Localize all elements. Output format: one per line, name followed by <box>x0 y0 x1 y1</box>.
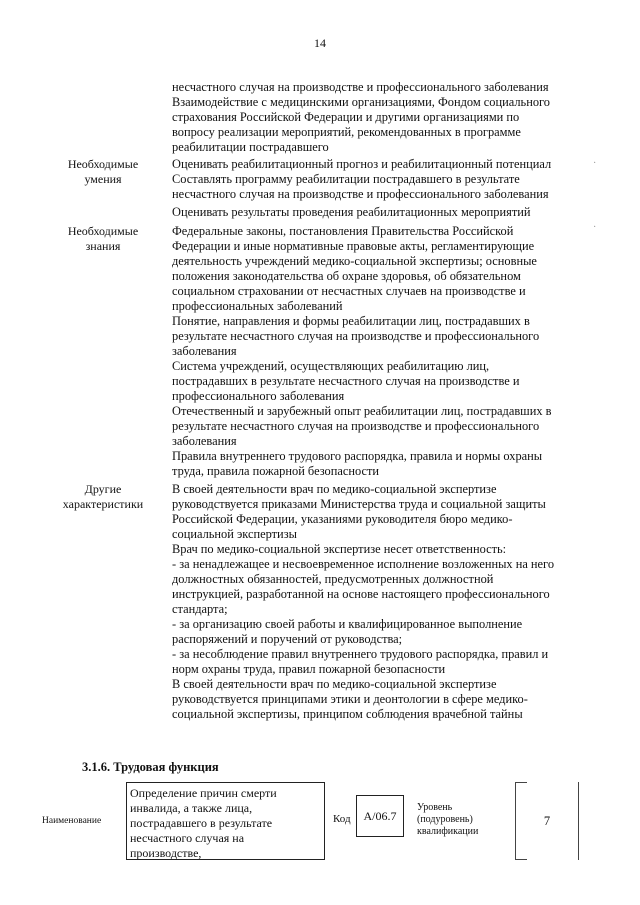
code-value: А/06.7 <box>363 809 397 823</box>
text-line: профессиональных заболеваний <box>172 299 343 313</box>
text-line: Правила внутреннего трудового распорядка, правила и нормы охраны <box>172 449 543 463</box>
knowledge-label <box>42 224 164 254</box>
text-line: социальной экспертизы <box>172 527 297 541</box>
text-line: должностных обязанностей, предусмотренных должностной <box>172 572 494 586</box>
text-line: - за организацию своей работы и квалифицированное выполнение <box>172 617 523 631</box>
text-line: пострадавших в результате несчастного случая на производстве и <box>172 374 520 388</box>
qualification-level-box <box>515 782 579 860</box>
text-line: норм охраны труда, правил пожарной безопасности <box>172 662 446 676</box>
text-line: несчастного случая на <box>130 831 245 845</box>
text-line: стандарта; <box>172 602 228 616</box>
text-line: профессионального заболевания <box>172 389 345 403</box>
knowledge-content <box>172 224 592 479</box>
paragraph <box>172 157 592 172</box>
text-line: страхования Российской Федерации и другими организациями по <box>172 110 520 124</box>
label-line: Уровень <box>417 802 453 813</box>
text-line: - за ненадлежащее и несвоевременное исполнение возложенных на него <box>172 557 555 571</box>
text-line: В своей деятельности врач по медико-социальной экспертизе <box>172 677 497 691</box>
name-label: Наименование <box>42 816 102 826</box>
text-line: производстве, <box>130 846 202 860</box>
text-line: инвалида, а также лица, <box>130 801 253 815</box>
paragraph <box>172 314 592 359</box>
text-line: Отечественный и зарубежный опыт реабилитации лиц, пострадавших в <box>172 404 552 418</box>
text-line: - за несоблюдение правил внутреннего трудового распорядка, правил и <box>172 647 549 661</box>
code-value-box <box>356 795 404 837</box>
section-title: 3.1.6. Трудовая функция <box>82 760 219 774</box>
label-line: знания <box>85 239 121 253</box>
label-line: Необходимые <box>67 157 139 171</box>
text-line: несчастного случая на производстве и профессионального заболевания <box>172 80 549 94</box>
text-line: положения законодательства об охране здоровья, об обязательном <box>172 269 521 283</box>
paragraph <box>172 482 592 542</box>
text-line: руководствуется принципами этики и деонтологии в сфере медико- <box>172 692 528 706</box>
label-line: характеристики <box>62 497 144 511</box>
paragraph <box>172 359 592 404</box>
text-line: руководствуется приказами Министерства труда и социальной защиты <box>172 497 546 511</box>
paragraph <box>172 205 592 220</box>
text-line: Взаимодействие с медицинскими организациями, Фондом социального <box>172 95 550 109</box>
other-content <box>172 482 592 722</box>
paragraph <box>172 542 592 677</box>
continuation-content <box>172 80 592 155</box>
text-line: заболевания <box>172 434 237 448</box>
paragraph <box>172 95 592 155</box>
text-line: Федерации и иные нормативные правовые акты, регламентирующие <box>172 239 535 253</box>
paragraph <box>172 224 592 314</box>
text-line: вопросу реализации мероприятий, рекомендованных в программе <box>172 125 521 139</box>
page-number: 14 <box>314 36 326 50</box>
text-line: Врач по медико-социальной экспертизе несет ответственность: <box>172 542 507 556</box>
qualification-level-value: 7 <box>543 814 551 828</box>
text-line: реабилитации пострадавшего <box>172 140 329 154</box>
text-line: заболевания <box>172 344 237 358</box>
code-label: Код <box>333 813 351 825</box>
text-line: Российской Федерации, указаниями руководителя бюро медико- <box>172 512 513 526</box>
other-label <box>42 482 164 512</box>
label-line: квалификации <box>417 826 479 837</box>
skills-label <box>42 157 164 187</box>
scan-mark: · <box>593 222 597 233</box>
paragraph <box>172 449 592 479</box>
text-line: социальной экспертизы, принципом соблюдения врачебной тайны <box>172 707 523 721</box>
text-line: социальном страховании от несчастных случаев на производстве и <box>172 284 526 298</box>
text-line: Составлять программу реабилитации пострадавшего в результате <box>172 172 520 186</box>
label-line: умения <box>84 172 122 186</box>
qualification-level-label <box>417 802 478 838</box>
text-line: В своей деятельности врач по медико-социальной экспертизе <box>172 482 497 496</box>
text-line: Федеральные законы, постановления Правительства Российской <box>172 224 514 238</box>
paragraph <box>172 677 592 722</box>
paragraph <box>172 172 592 202</box>
function-name-box <box>126 782 325 860</box>
paragraph <box>172 80 592 95</box>
text-line: Оценивать результаты проведения реабилитационных мероприятий <box>172 205 531 219</box>
text-line: инструкцией, разработанной на основе настоящего профессионального <box>172 587 550 601</box>
text-line: Понятие, направления и формы реабилитации лиц, пострадавших в <box>172 314 530 328</box>
label-line: (подуровень) <box>417 814 473 825</box>
text-line: распоряжений и поручений от руководства; <box>172 632 403 646</box>
labour-function-row <box>0 778 640 868</box>
label-line: Другие <box>84 482 122 496</box>
scan-mark: · <box>593 158 597 169</box>
text-line: деятельность учреждений медико-социальной экспертизы; основные <box>172 254 537 268</box>
text-line: результате несчастного случая на производстве и профессионального <box>172 329 540 343</box>
paragraph <box>172 404 592 449</box>
text-line: труда, правила пожарной безопасности <box>172 464 380 478</box>
text-line: результате несчастного случая на производстве и профессионального <box>172 419 540 433</box>
text-line: Определение причин смерти <box>130 786 277 800</box>
label-line: Необходимые <box>67 224 139 238</box>
text-line: несчастного случая на производстве и профессионального заболевания <box>172 187 549 201</box>
skills-content <box>172 157 592 220</box>
text-line: пострадавшего в результате <box>130 816 273 830</box>
text-line: Система учреждений, осуществляющих реабилитацию лиц, <box>172 359 490 373</box>
text-line: Оценивать реабилитационный прогноз и реабилитационный потенциал <box>172 157 552 171</box>
